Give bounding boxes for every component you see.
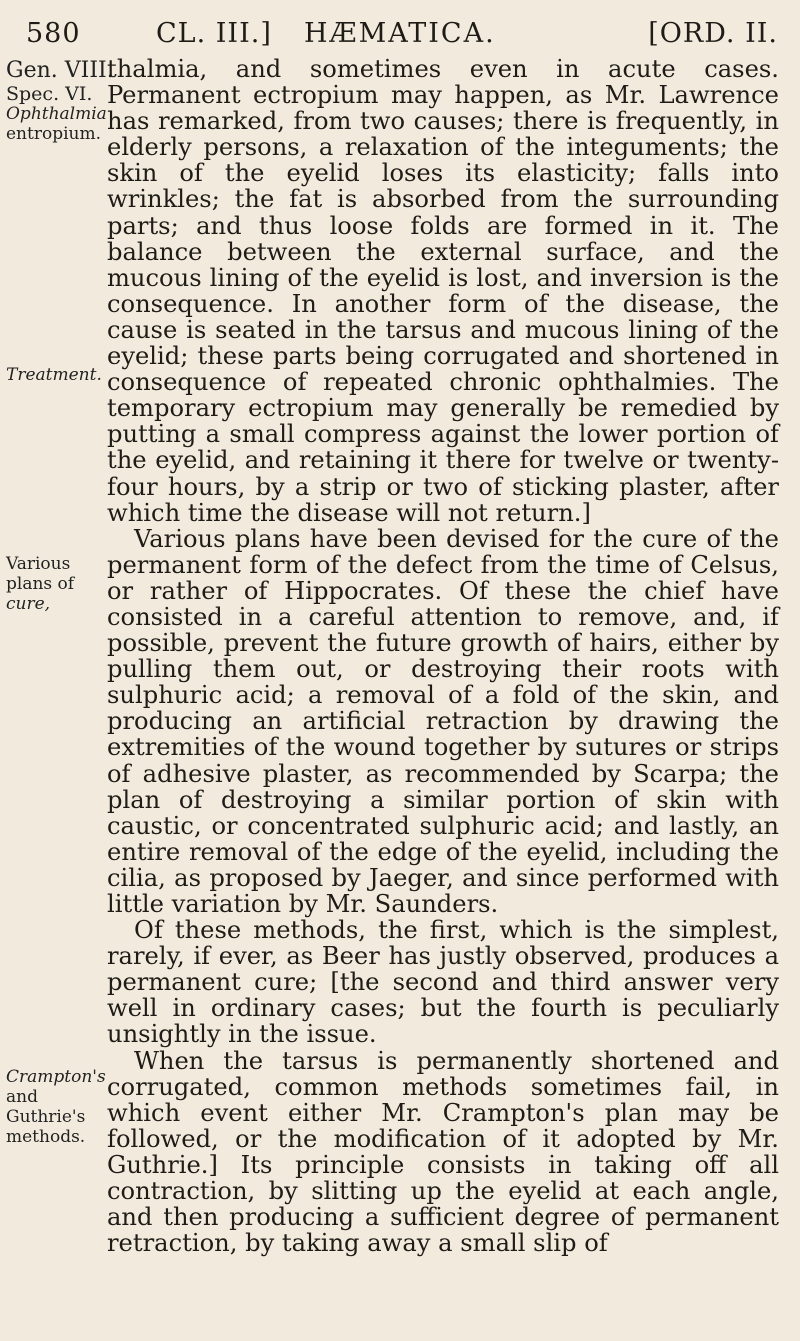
margin-crampton-line1: Crampton's [6,1067,106,1087]
paragraph-crampton: When the tarsus is permanently shortened and corrugated, common methods sometimes fail, in which event either Mr. Crampton's plan may be followed, or the modification of it adopted by Mr. Guthrie.] Its principle consists in taking off all contraction, by slitting up the eyelid at each angle, and then producing a sufficient degree of permanent retraction, by taking away a small slip of [107,1046,779,1258]
margin-various-line1: Various [6,554,71,574]
margin-note-genus [6,58,114,144]
paragraph-various-plans: Various plans have been devised for the cure of the permanent form of the defect from the time of Celsus, or rather of Hippocrates. Of these the chief have consisted in a careful attention to remove, and, if possible, prevent the future growth of hairs, either by pulling them out, or destroying their roots with sulphuric acid; a removal of a fold of the skin, and producing an artificial retraction by drawing the extremities of the wound together by sutures or strips of adhesive plaster, as recommended by Scarpa; the plan of destroying a similar portion of skin with caustic, or concentrated sulphuric acid; and lastly, an entire removal of the edge of the eyelid, including the cilia, as proposed by Jaeger, and since performed with little variation by Mr. Saunders. [107,524,779,918]
body-text [107,56,779,1256]
class-label: CL. III.] [156,18,272,49]
margin-various-line2: plans of [6,574,75,594]
order-label: [ORD. II. [648,18,778,49]
margin-crampton-line3: Guthrie's [6,1107,86,1127]
margin-species-line: Spec. VI. [6,83,93,105]
margin-genus-line: Gen. VIII. [6,58,114,83]
paragraph-methods: Of these methods, the first, which is the simplest, rarely, if ever, as Beer has justly observed, produces a permanent cure; [the second and third answer very well in ordinary cases; but the fourth is peculiarly unsightly in the issue. [107,916,779,1049]
margin-note-treatment [6,365,102,385]
page-number: 580 [26,18,81,49]
margin-disease-line: Ophthalmia [6,104,107,124]
margin-crampton-line2: and [6,1087,38,1107]
running-title: HÆMATICA. [304,18,496,49]
margin-treatment-line: Treatment. [6,365,102,385]
margin-note-various [6,554,102,614]
margin-various-line3: cure, [6,594,51,614]
margin-note-crampton [6,1067,106,1147]
running-header [26,18,778,60]
margin-crampton-line4: methods. [6,1127,86,1147]
margin-variety-line: entropium. [6,124,101,144]
paragraph-ectropium: thalmia, and sometimes even in acute cases. Permanent ectropium may happen, as Mr. Lawrence has remarked, from two causes; there is frequently, in elderly persons, a relaxation of the integuments; the skin of the eyelid loses its elasticity; falls into wrinkles; the fat is absorbed from the surrounding parts; and thus loose folds are formed in it. The balance between the external surface, and the mucous lining of the eyelid is lost, and inversion is the consequence. In another form of the disease, the cause is seated in the tarsus and mucous lining of the eyelid; these parts being corrugated and shortened in consequence of repeated chronic ophthalmies. The temporary ectropium may generally be remedied by putting a small compress against the lower portion of the eyelid, and retaining it there for twelve or twenty-four hours, by a strip or two of sticking plaster, after which time the disease will not return.] [107,55,779,527]
